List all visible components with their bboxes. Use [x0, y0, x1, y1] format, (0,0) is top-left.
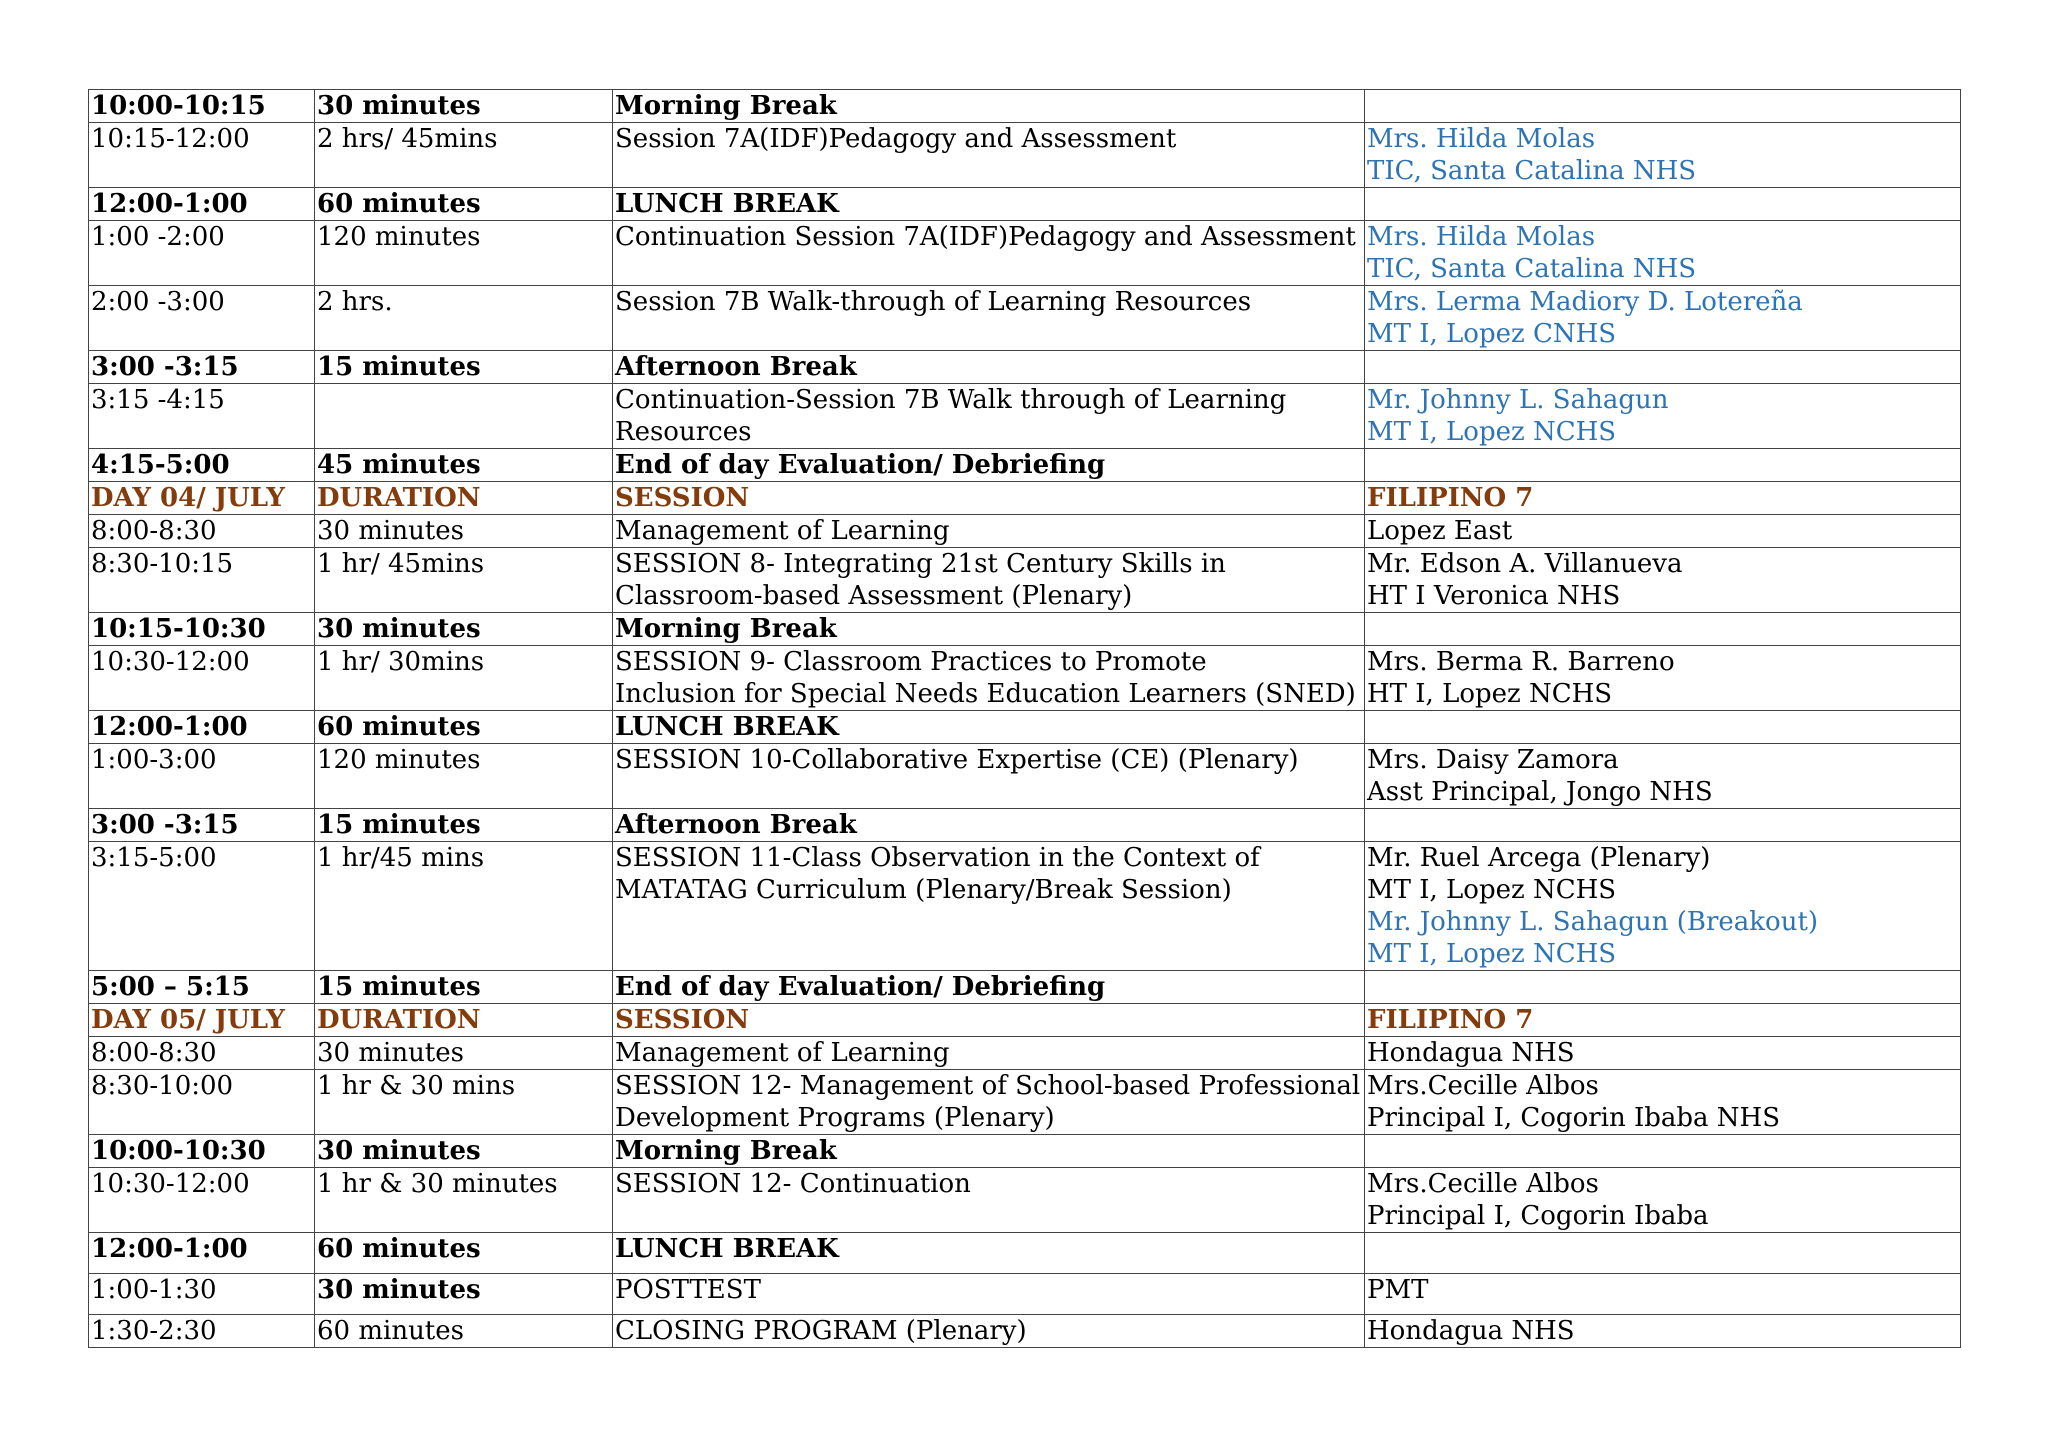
session-cell: LUNCH BREAK: [613, 1233, 1365, 1274]
break-row: [89, 809, 1961, 842]
resource-person-cell: [1365, 646, 1961, 711]
duration-cell: 1 hr/45 mins: [315, 842, 613, 971]
resource-person-cell: [1365, 1168, 1961, 1233]
time-cell: 8:30-10:00: [89, 1070, 315, 1135]
resource-person-cell: [1365, 711, 1961, 744]
session-cell: SESSION: [613, 482, 1365, 515]
day-header-row: [89, 482, 1961, 515]
resource-person-cell: [1365, 1070, 1961, 1135]
resource-person-cell: [1365, 1135, 1961, 1168]
duration-cell: 30 minutes: [315, 613, 613, 646]
schedule-table: [88, 89, 1961, 1348]
duration-cell: 30 minutes: [315, 1135, 613, 1168]
resource-person-cell: [1365, 613, 1961, 646]
resource-person-cell: [1365, 449, 1961, 482]
session-row: [89, 221, 1961, 286]
duration-cell: 15 minutes: [315, 351, 613, 384]
session-row: [89, 548, 1961, 613]
resource-person-cell: [1365, 123, 1961, 188]
time-cell: 10:30-12:00: [89, 1168, 315, 1233]
duration-cell: 15 minutes: [315, 971, 613, 1004]
duration-cell: 60 minutes: [315, 711, 613, 744]
resource-person-cell: [1365, 1037, 1961, 1070]
time-cell: 5:00 – 5:15: [89, 971, 315, 1004]
session-cell: SESSION: [613, 1004, 1365, 1037]
resource-person-cell: [1365, 384, 1961, 449]
resource-line: Hondagua NHS: [1367, 1038, 1575, 1068]
resource-line: MT I, Lopez CNHS: [1367, 319, 1617, 349]
resource-line: Mr. Johnny L. Sahagun: [1367, 385, 1669, 415]
duration-cell: DURATION: [315, 1004, 613, 1037]
duration-cell: 2 hrs/ 45mins: [315, 123, 613, 188]
time-cell: 2:00 -3:00: [89, 286, 315, 351]
resource-person-cell: [1365, 809, 1961, 842]
duration-cell: 30 minutes: [315, 1274, 613, 1315]
session-cell: LUNCH BREAK: [613, 711, 1365, 744]
session-cell: SESSION 11-Class Observation in the Context of MATATAG Curriculum (Plenary/Break Session): [613, 842, 1365, 971]
resource-person-cell: [1365, 971, 1961, 1004]
resource-line: HT I, Lopez NCHS: [1367, 679, 1613, 709]
duration-cell: [315, 384, 613, 449]
duration-cell: 60 minutes: [315, 188, 613, 221]
time-cell: 3:15 -4:15: [89, 384, 315, 449]
resource-line: Principal I, Cogorin Ibaba: [1367, 1201, 1709, 1231]
resource-line: Mr. Johnny L. Sahagun (Breakout): [1367, 907, 1819, 937]
resource-line: Lopez East: [1367, 516, 1513, 546]
break-row: [89, 188, 1961, 221]
time-cell: 8:00-8:30: [89, 1037, 315, 1070]
duration-cell: 45 minutes: [315, 449, 613, 482]
time-cell: 1:30-2:30: [89, 1315, 315, 1348]
session-cell: Management of Learning: [613, 515, 1365, 548]
session-cell: Morning Break: [613, 1135, 1365, 1168]
day-header-row: [89, 1004, 1961, 1037]
session-cell: Session 7A(IDF)Pedagogy and Assessment: [613, 123, 1365, 188]
resource-person-cell: [1365, 351, 1961, 384]
resource-line: Mrs. Berma R. Barreno: [1367, 647, 1675, 677]
session-row: [89, 515, 1961, 548]
session-row: [89, 384, 1961, 449]
session-cell: Continuation Session 7A(IDF)Pedagogy and Assessment: [613, 221, 1365, 286]
resource-line: Asst Principal, Jongo NHS: [1367, 777, 1713, 807]
session-cell: Morning Break: [613, 613, 1365, 646]
resource-line: TIC, Santa Catalina NHS: [1367, 254, 1697, 284]
time-cell: 8:30-10:15: [89, 548, 315, 613]
time-cell: 1:00-1:30: [89, 1274, 315, 1315]
session-row: [89, 286, 1961, 351]
schedule-body: [89, 90, 1961, 1348]
duration-cell: 30 minutes: [315, 90, 613, 123]
duration-cell: 15 minutes: [315, 809, 613, 842]
time-cell: 12:00-1:00: [89, 1233, 315, 1274]
time-cell: DAY 05/ JULY: [89, 1004, 315, 1037]
resource-person-cell: [1365, 1315, 1961, 1348]
resource-person-cell: [1365, 221, 1961, 286]
session-cell: Afternoon Break: [613, 809, 1365, 842]
resource-person-cell: [1365, 286, 1961, 351]
resource-person-cell: [1365, 482, 1961, 515]
resource-line: TIC, Santa Catalina NHS: [1367, 156, 1697, 186]
session-cell: End of day Evaluation/ Debriefing: [613, 449, 1365, 482]
resource-line: Mrs.Cecille Albos: [1367, 1169, 1599, 1199]
time-cell: 1:00-3:00: [89, 744, 315, 809]
session-cell: Afternoon Break: [613, 351, 1365, 384]
session-cell: Management of Learning: [613, 1037, 1365, 1070]
session-cell: CLOSING PROGRAM (Plenary): [613, 1315, 1365, 1348]
session-cell: SESSION 9- Classroom Practices to Promote Inclusion for Special Needs Education Learners (SNED): [613, 646, 1365, 711]
break-row: [89, 1135, 1961, 1168]
session-row: [89, 123, 1961, 188]
session-cell: SESSION 12- Management of School-based Professional Development Programs (Plenary): [613, 1070, 1365, 1135]
duration-cell: 1 hr/ 30mins: [315, 646, 613, 711]
resource-line: Principal I, Cogorin Ibaba NHS: [1367, 1103, 1781, 1133]
session-row: [89, 1274, 1961, 1315]
duration-cell: 120 minutes: [315, 221, 613, 286]
break-row: [89, 1233, 1961, 1274]
resource-line: Mrs. Lerma Madiory D. Lotereña: [1367, 287, 1803, 317]
duration-cell: 2 hrs.: [315, 286, 613, 351]
resource-person-cell: [1365, 188, 1961, 221]
duration-cell: 60 minutes: [315, 1315, 613, 1348]
session-cell: Morning Break: [613, 90, 1365, 123]
resource-person-cell: [1365, 1274, 1961, 1315]
session-cell: LUNCH BREAK: [613, 188, 1365, 221]
time-cell: 12:00-1:00: [89, 711, 315, 744]
session-row: [89, 744, 1961, 809]
break-row: [89, 971, 1961, 1004]
resource-line: Mrs. Hilda Molas: [1367, 124, 1596, 154]
resource-line: FILIPINO 7: [1367, 1005, 1534, 1035]
time-cell: 10:00-10:30: [89, 1135, 315, 1168]
resource-person-cell: [1365, 1004, 1961, 1037]
session-row: [89, 1037, 1961, 1070]
break-row: [89, 613, 1961, 646]
time-cell: 4:15-5:00: [89, 449, 315, 482]
duration-cell: 1 hr & 30 minutes: [315, 1168, 613, 1233]
resource-person-cell: [1365, 1233, 1961, 1274]
resource-line: Mr. Edson A. Villanueva: [1367, 549, 1683, 579]
duration-cell: 1 hr/ 45mins: [315, 548, 613, 613]
resource-line: Mrs. Daisy Zamora: [1367, 745, 1619, 775]
resource-person-cell: [1365, 548, 1961, 613]
session-row: [89, 1315, 1961, 1348]
session-cell: SESSION 12- Continuation: [613, 1168, 1365, 1233]
resource-person-cell: [1365, 90, 1961, 123]
time-cell: 10:15-10:30: [89, 613, 315, 646]
resource-line: Hondagua NHS: [1367, 1316, 1575, 1346]
time-cell: 3:00 -3:15: [89, 809, 315, 842]
duration-cell: 120 minutes: [315, 744, 613, 809]
time-cell: 10:30-12:00: [89, 646, 315, 711]
time-cell: 12:00-1:00: [89, 188, 315, 221]
duration-cell: DURATION: [315, 482, 613, 515]
session-row: [89, 842, 1961, 971]
resource-person-cell: [1365, 515, 1961, 548]
resource-line: Mrs.Cecille Albos: [1367, 1071, 1599, 1101]
break-row: [89, 351, 1961, 384]
duration-cell: 1 hr & 30 mins: [315, 1070, 613, 1135]
time-cell: 8:00-8:30: [89, 515, 315, 548]
time-cell: 10:00-10:15: [89, 90, 315, 123]
duration-cell: 30 minutes: [315, 1037, 613, 1070]
resource-person-cell: [1365, 842, 1961, 971]
session-cell: SESSION 10-Collaborative Expertise (CE) (Plenary): [613, 744, 1365, 809]
resource-line: PMT: [1367, 1275, 1429, 1305]
resource-line: MT I, Lopez NCHS: [1367, 939, 1617, 969]
resource-line: FILIPINO 7: [1367, 483, 1534, 513]
time-cell: 10:15-12:00: [89, 123, 315, 188]
resource-person-cell: [1365, 744, 1961, 809]
resource-line: Mr. Ruel Arcega (Plenary): [1367, 843, 1711, 873]
time-cell: 3:00 -3:15: [89, 351, 315, 384]
duration-cell: 30 minutes: [315, 515, 613, 548]
session-cell: Continuation-Session 7B Walk through of Learning Resources: [613, 384, 1365, 449]
time-cell: DAY 04/ JULY: [89, 482, 315, 515]
session-cell: SESSION 8- Integrating 21st Century Skills in Classroom-based Assessment (Plenary): [613, 548, 1365, 613]
resource-line: MT I, Lopez NCHS: [1367, 875, 1617, 905]
session-row: [89, 646, 1961, 711]
session-row: [89, 1070, 1961, 1135]
session-cell: POSTTEST: [613, 1274, 1365, 1315]
break-row: [89, 449, 1961, 482]
time-cell: 3:15-5:00: [89, 842, 315, 971]
break-row: [89, 90, 1961, 123]
resource-line: Mrs. Hilda Molas: [1367, 222, 1596, 252]
break-row: [89, 711, 1961, 744]
resource-line: MT I, Lopez NCHS: [1367, 417, 1617, 447]
session-row: [89, 1168, 1961, 1233]
resource-line: HT I Veronica NHS: [1367, 581, 1621, 611]
duration-cell: 60 minutes: [315, 1233, 613, 1274]
session-cell: End of day Evaluation/ Debriefing: [613, 971, 1365, 1004]
time-cell: 1:00 -2:00: [89, 221, 315, 286]
session-cell: Session 7B Walk-through of Learning Resources: [613, 286, 1365, 351]
